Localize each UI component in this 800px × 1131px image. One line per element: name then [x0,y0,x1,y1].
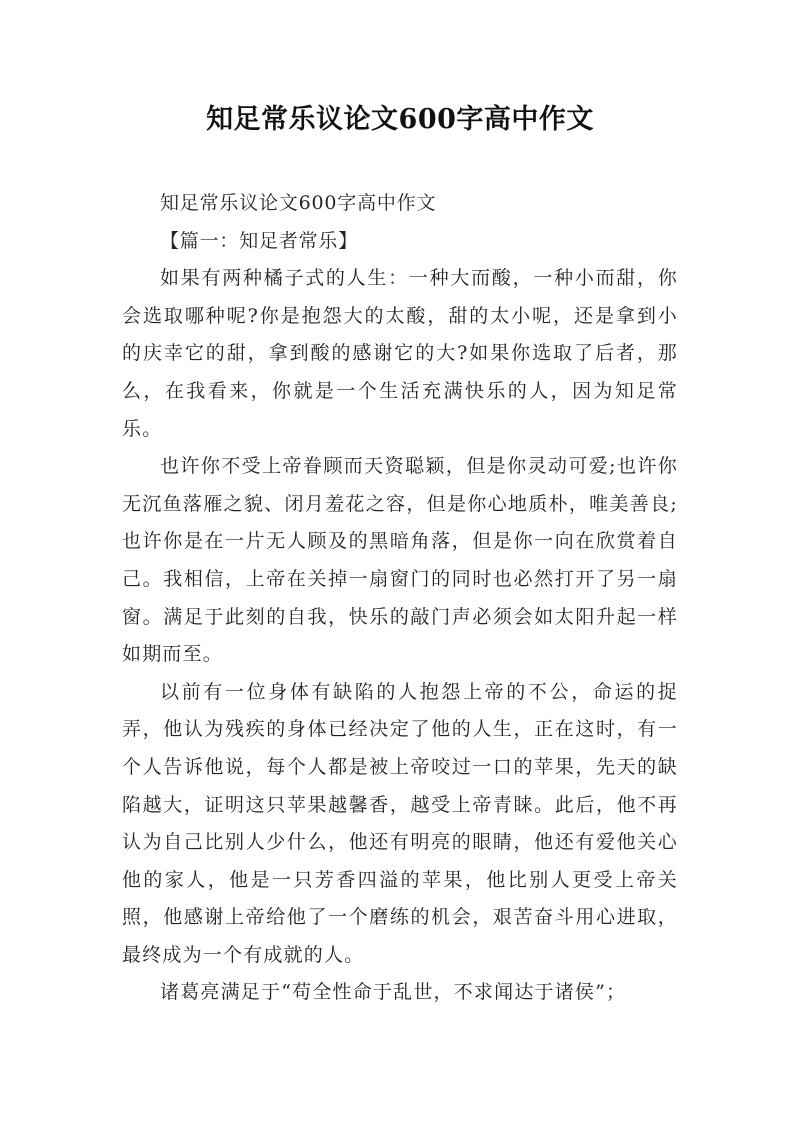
section-heading: 【篇一：知足者常乐】 [160,229,359,252]
document-body [122,185,678,1012]
document-subtitle: 知足常乐议论文600字高中作文 [160,192,437,214]
body-paragraph: 诸葛亮满足于“苟全性命于乱世，不求闻达于诸侯”； [160,981,627,1004]
body-paragraph: 以前有一位身体有缺陷的人抱怨上帝的不公，命运的捉弄，他认为残疾的身体已经决定了他的人生，正在这时，有一个人告诉他说，每个人都是被上帝咬过一口的苹果，先天的缺陷越大，证明这只苹果越馨香，越受上帝青睐。此后，他不再认为自己比别人少什么，他还有明亮的眼睛，他还有爱他关心他的家人，他是一只芳香四溢的苹果，他比别人更受上帝关照，他感谢上帝给他了一个磨练的机会，艰苦奋斗用心进取，最终成为一个有成就的人。 [122,680,678,966]
body-paragraph: 也许你不受上帝眷顾而天资聪颖，但是你灵动可爱;也许你无沉鱼落雁之貌、闭月羞花之容，但是你心地质朴，唯美善良;也许你是在一片无人顾及的黑暗角落，但是你一向在欣赏着自己。我相信，上帝在关掉一扇窗门的同时也必然打开了另一扇窗。满足于此刻的自我，快乐的敲门声必须会如太阳升起一样如期而至。 [122,455,678,666]
body-paragraph: 如果有两种橘子式的人生：一种大而酸，一种小而甜，你会选取哪种呢?你是抱怨大的太酸，甜的太小呢，还是拿到小的庆幸它的甜，拿到酸的感谢它的大?如果你选取了后者，那么，在我看来，你就是一个生活充满快乐的人，因为知足常乐。 [122,267,678,440]
document-title: 知足常乐议论文600字高中作文 [206,104,594,135]
